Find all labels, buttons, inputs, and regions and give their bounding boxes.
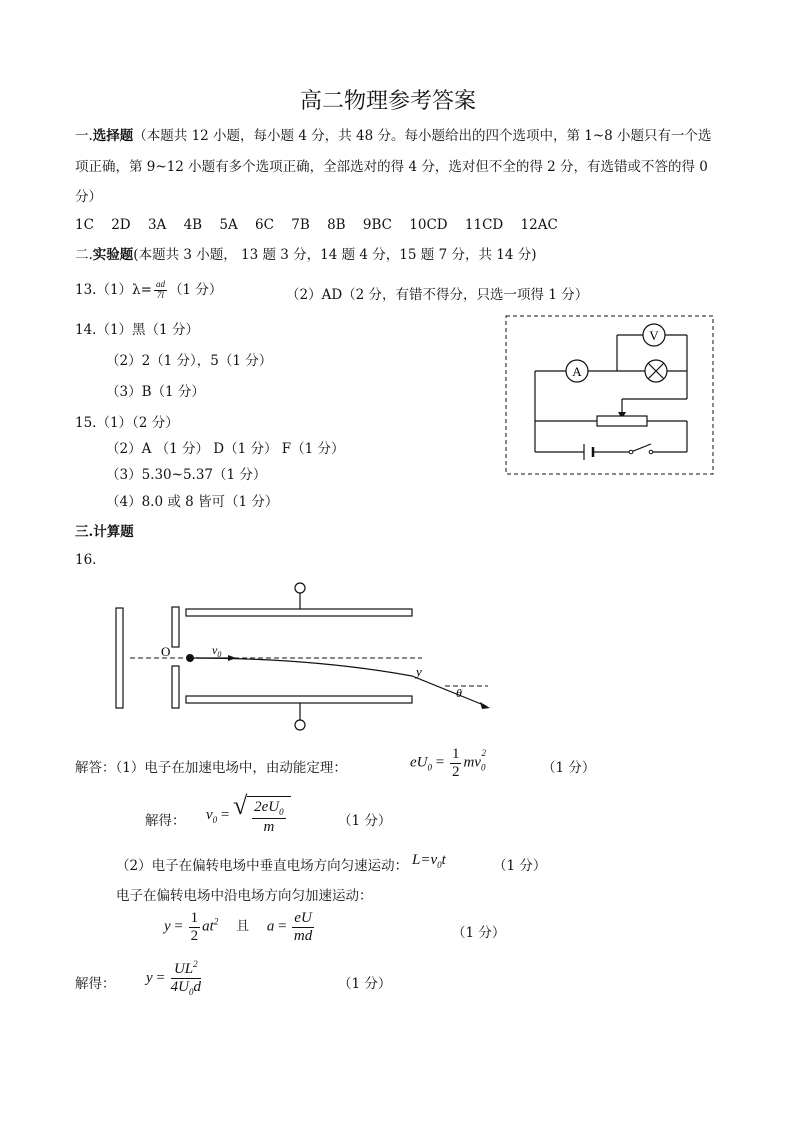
electron-trajectory xyxy=(190,658,486,706)
answer-7: 7B xyxy=(291,217,310,233)
terminal-top-icon xyxy=(295,583,305,593)
q15-line4: （4）8.0 或 8 皆可（1 分） xyxy=(106,494,279,510)
deflection-plate-top xyxy=(186,609,412,616)
sol4-score: （1 分） xyxy=(452,925,506,941)
q16-label: 16. xyxy=(75,552,97,568)
section2-desc: (本题共 3 小题， 13 题 3 分，14 题 4 分，15 题 7 分，共 14 分) xyxy=(133,247,537,263)
section1-prefix: 一. xyxy=(75,128,93,144)
circuit-wires xyxy=(535,335,687,452)
q15-line3: （3）5.30~5.37（1 分） xyxy=(106,467,267,483)
section1-heading-line xyxy=(75,124,712,144)
v0-arrow-icon xyxy=(228,655,236,661)
accelerating-plate-right-top xyxy=(172,607,179,647)
answer-9: 9BC xyxy=(362,217,392,233)
section1-desc-line1: （本题共 12 小题，每小题 4 分，共 48 分。每小题给出的四个选项中，第 1~8 小题只有一个选 xyxy=(133,128,712,144)
q14-line3: （3）B（1 分） xyxy=(106,384,205,400)
sol2-fraction: $\frac{2eU_0}{m}$ xyxy=(254,799,284,835)
q15-line1: 15.（1）（2 分） xyxy=(75,415,179,431)
answer-10: 10CD xyxy=(409,217,448,233)
ammeter-label: A xyxy=(572,364,582,379)
answer-11: 11CD xyxy=(464,217,504,233)
voltmeter-label: V xyxy=(649,328,659,343)
sol2-text: 解得： xyxy=(145,813,186,829)
q13-frac-den: 7l xyxy=(156,290,164,300)
section1-desc-line3: 分） xyxy=(75,189,102,205)
sol3-score: （1 分） xyxy=(493,858,547,874)
section2-heading-line xyxy=(75,243,536,263)
q13-fraction xyxy=(154,280,167,301)
circuit-frame xyxy=(506,316,713,474)
q14-line2: （2）2（1 分），5（1 分） xyxy=(106,353,273,369)
section1-heading: 选择题 xyxy=(92,128,134,144)
sol1-score: （1 分） xyxy=(542,760,596,776)
answer-1: 1C xyxy=(75,217,94,233)
answer-3: 3A xyxy=(147,217,167,233)
answer-list xyxy=(75,217,558,233)
sol1-text: 解答：（1）电子在加速电场中，由动能定理： xyxy=(75,760,347,776)
circuit-diagram xyxy=(505,315,715,477)
section3-heading-line xyxy=(75,520,134,540)
origin-label: O xyxy=(161,644,171,659)
switch-pivot-icon xyxy=(629,450,633,454)
terminal-bottom-icon xyxy=(295,720,305,730)
answer-6: 6C xyxy=(255,217,274,233)
sol2-score: （1 分） xyxy=(338,813,392,829)
theta-label: θ xyxy=(456,686,462,700)
section2-heading: 实验题 xyxy=(92,247,134,263)
page-title: 高二物理参考答案 xyxy=(300,89,477,114)
answer-8: 8B xyxy=(327,217,346,233)
lamp-icon xyxy=(645,360,667,382)
answer-5: 5A xyxy=(219,217,238,233)
switch-contact-icon xyxy=(649,450,653,454)
q13-part2: （2）AD（2 分，有错不得分，只选一项得 1 分） xyxy=(286,287,589,303)
q13-score: （1 分） xyxy=(168,282,223,298)
sol5-text: 解得： xyxy=(75,976,116,992)
q14-line1: 14.（1）黑（1 分） xyxy=(75,322,199,338)
answer-4: 4B xyxy=(183,217,203,233)
q13-frac-num: ad xyxy=(155,279,165,290)
accelerating-plate-right-bottom xyxy=(172,666,179,708)
deflection-diagram xyxy=(108,578,498,738)
sol1-equation: $eU_0$ = $\frac{1}{2}$ $mv_0^2$ xyxy=(410,746,486,780)
accelerating-plate-left xyxy=(116,608,123,708)
sol2-sqrt: √ $\frac{2eU_0}{m}$ xyxy=(233,796,291,835)
section3-heading: 计算题 xyxy=(93,524,134,540)
q15-line2: （2）A （1 分） D（1 分） F（1 分） xyxy=(106,441,345,457)
q13-line xyxy=(75,278,222,301)
sol2-equation: $v_0$ = √ $\frac{2eU_0}{m}$ xyxy=(206,796,291,835)
deflection-plate-bottom xyxy=(186,696,412,703)
y-label: y xyxy=(416,664,422,679)
sol4-text: 电子在偏转电场中沿电场方向匀加速运动： xyxy=(116,888,373,904)
sol3-equation: $L=v_0t$ xyxy=(412,852,446,870)
answer-2: 2D xyxy=(111,217,131,233)
sol5-score: （1 分） xyxy=(338,976,392,992)
sol1-fraction: $\frac{1}{2}$ xyxy=(451,746,460,780)
answer-12: 12AC xyxy=(520,217,558,233)
section2-prefix: 二. xyxy=(75,247,93,263)
sol5-equation: y = $\frac{UL^2}{4U_0d}$ xyxy=(146,959,201,997)
sol4-equation: y = $\frac{1}{2}$ $at^2$ 且 a = $\frac{eU}{md}$ xyxy=(164,910,313,944)
electron-dot xyxy=(186,654,194,662)
q13-label: 13.（1）λ= xyxy=(75,282,152,298)
rheostat xyxy=(597,416,647,426)
section1-desc-line2: 项正确，第 9~12 小题有多个选项正确，全部选对的得 4 分，选对但不全的得 2 分，有选错或不答的得 0 xyxy=(75,159,708,175)
v0-label: $v_0$ xyxy=(212,643,222,659)
trajectory-arrow-icon xyxy=(480,702,490,709)
sol3-text: （2）电子在偏转电场中垂直电场方向匀速运动： xyxy=(116,858,409,874)
section3-prefix: 三. xyxy=(75,524,94,540)
